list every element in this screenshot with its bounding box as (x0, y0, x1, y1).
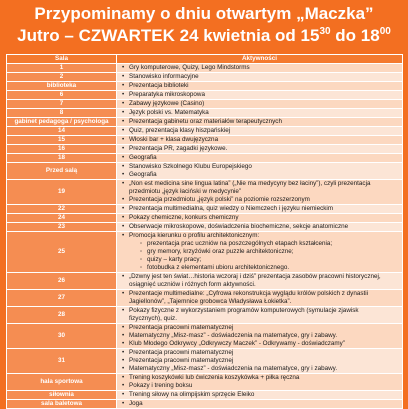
activities-cell (117, 374, 403, 391)
room-cell: 24 (7, 214, 117, 223)
activities-cell (117, 118, 403, 127)
table-row (7, 127, 403, 136)
activity-item: • Prezentacja pracowni matematycznej (119, 324, 400, 332)
table-row (7, 180, 403, 205)
table-row (7, 91, 403, 100)
activities-cell (117, 136, 403, 145)
activities-cell (117, 64, 403, 73)
room-cell: 27 (7, 290, 117, 307)
activity-item: • Prezentacja pracowni matematycznej (119, 357, 400, 365)
room-cell: gabinet pedagoga / psychologa (7, 118, 117, 127)
room-cell: 25 (7, 232, 117, 273)
table-row (7, 374, 403, 391)
room-cell: 23 (7, 223, 117, 232)
activities-cell (117, 109, 403, 118)
table-row (7, 118, 403, 127)
room-cell: 16 (7, 145, 117, 154)
table-row (7, 307, 403, 324)
activity-item: • Prezentacja gabinetu oraz materiałów terapeutycznych (119, 118, 400, 126)
table-row (7, 73, 403, 82)
activities-cell (117, 145, 403, 154)
room-cell: 26 (7, 273, 117, 290)
header-sala: Sala (7, 55, 117, 64)
activity-item: • Preparatyka mikroskopowa (119, 91, 400, 99)
room-cell: 7 (7, 100, 117, 109)
activities-cell (117, 127, 403, 136)
activity-continuation: osiągnięć uczniów i różnych form aktywności. (129, 281, 256, 288)
activity-item: • Geografia (119, 154, 400, 162)
table-row (7, 82, 403, 91)
activity-item: • Stanowisko informacyjne (119, 73, 400, 81)
activity-item: • Trening koszykówki lub ćwiczenia koszykówka + piłka ręczna (119, 374, 400, 382)
room-cell: sala baletowa (7, 400, 117, 409)
table-row (7, 391, 403, 400)
activity-item: • „Dzwny jest ten świat…historia wczoraj i dziś” prezentacja zasobów pracowni historycznej, (119, 273, 400, 281)
activity-item: • Stanowisko Szkolnego Klubu Europejskiego (119, 163, 400, 171)
activity-item: • Prezentacje multimedialne: „Cyfrowa rekonstrukcja wyglądu królów polskich z dynastii (119, 290, 400, 298)
table-row (7, 290, 403, 307)
page-title: Przypominamy o dniu otwartym „Maczka” (34, 4, 374, 23)
activities-cell (117, 163, 403, 180)
table-row (7, 214, 403, 223)
room-cell: 30 (7, 324, 117, 349)
time-text-prefix: Jutro – CZWARTEK 24 kwietnia od 15 (17, 26, 320, 45)
activities-cell (117, 273, 403, 290)
table-row (7, 64, 403, 73)
start-minutes: 30 (319, 26, 331, 37)
time-text-mid: do 18 (330, 26, 380, 45)
event-time-heading (0, 26, 408, 46)
table-body (7, 64, 403, 409)
table-row (7, 324, 403, 349)
activity-item: • Matematyczny „Misz-masz” - doświadczenia na matematyce, gry i zabawy. (119, 365, 400, 373)
activities-cell (117, 349, 403, 374)
activity-item: • „Non est medicina sine lingua latina” („Nie ma medycyny bez łaciny”), czyli prezentacja (119, 180, 400, 188)
table-header-row (7, 55, 403, 64)
activities-cell (117, 73, 403, 82)
activity-item: • Pokazy fizyczne z wykorzystaniem programów komputerowych (symulacje zjawisk (119, 307, 400, 315)
activity-item: • Joga (119, 400, 400, 408)
activities-cell (117, 180, 403, 205)
activity-item: • Promocja kierunku o profilu architektonicznym: (119, 232, 400, 240)
table-row (7, 136, 403, 145)
sub-activity-item: ◦ prezentacja prac uczniów na poszczególnych etapach kształcenia; (119, 240, 400, 248)
table-row (7, 232, 403, 273)
activities-cell (117, 205, 403, 214)
activity-continuation: fizycznych), quiz. (129, 315, 177, 322)
room-cell: 31 (7, 349, 117, 374)
activity-item: • Obserwacje mikroskopowe, doświadczenia biochemiczne, sekcje anatomiczne (119, 223, 400, 231)
activities-cell (117, 223, 403, 232)
header-aktywnosci: Aktywności (117, 55, 403, 64)
room-cell: 19 (7, 180, 117, 205)
activities-cell (117, 91, 403, 100)
activities-table (6, 54, 403, 409)
activity-item: • Gry komputerowe, Quizy, Lego Mindstorms (119, 64, 400, 72)
activity-item: • Trening siłowy na olimpijskim sprzęcie Eleiko (119, 391, 400, 399)
table-row (7, 205, 403, 214)
activity-item: • Matematyczny „Misz-masz” - doświadczenia na matematyce, gry i zabawy. (119, 332, 400, 340)
room-cell: 22 (7, 205, 117, 214)
room-cell: 28 (7, 307, 117, 324)
table-row (7, 273, 403, 290)
activities-cell (117, 307, 403, 324)
room-cell: hala sportowa (7, 374, 117, 391)
room-cell: 8 (7, 109, 117, 118)
sub-activity-item: ◦ fotobudka z elementami ubioru architektonicznego. (119, 264, 400, 272)
room-cell: 18 (7, 154, 117, 163)
activities-cell (117, 290, 403, 307)
activities-cell (117, 100, 403, 109)
room-cell: 15 (7, 136, 117, 145)
activity-item: • Prezentacja multimedialna, quiz wiedzy o Niemczech i języku niemieckim (119, 205, 400, 213)
activity-item: • Prezentacja pracowni matematycznej (119, 349, 400, 357)
room-cell: 6 (7, 91, 117, 100)
table-row (7, 349, 403, 374)
room-cell: 2 (7, 73, 117, 82)
table-row (7, 400, 403, 409)
activity-item: • Włoski bar + klasa dwujęzyczna (119, 136, 400, 144)
table-row (7, 154, 403, 163)
room-cell: 1 (7, 64, 117, 73)
activity-item: • Geografia (119, 171, 400, 179)
activities-cell (117, 400, 403, 409)
activities-cell (117, 324, 403, 349)
table-row (7, 145, 403, 154)
table-row (7, 163, 403, 180)
room-cell: 14 (7, 127, 117, 136)
activity-item: • Prezentacja przedmiotu „język polski” na poziomie rozszerzonym (119, 196, 400, 204)
sub-activity-item: ◦ gry memory, krzyżówki oraz puzzle architektoniczne; (119, 248, 400, 256)
activity-item: • Prezentacja biblioteki (119, 82, 400, 90)
room-cell: biblioteka (7, 82, 117, 91)
end-minutes: 00 (379, 26, 391, 37)
activities-cell (117, 232, 403, 273)
activities-cell (117, 214, 403, 223)
room-cell: Przed salą (7, 163, 117, 180)
activity-item: • Quiz, prezentacja klasy hiszpańskiej (119, 127, 400, 135)
table-row (7, 223, 403, 232)
activity-item: • Prezentacja PR, zagadki językowe. (119, 145, 400, 153)
activity-continuation: przedmiotu „język łaciński w medycynie” (129, 188, 241, 195)
activity-item: • Pokazy i trening boksu (119, 382, 400, 390)
activity-continuation: Jagiellonów”, „Tajemnice grobowca Władysława Łokietka”. (129, 298, 292, 305)
activity-item: • Zabawy językowe (Casino) (119, 100, 400, 108)
room-cell: siłownia (7, 391, 117, 400)
activity-item: • Język polski vs. Matematyka (119, 109, 400, 117)
activity-item: • Pokazy chemiczne, konkurs chemiczny (119, 214, 400, 222)
activities-cell (117, 154, 403, 163)
sub-activity-item: ◦ quizy – karty pracy; (119, 256, 400, 264)
activities-cell (117, 82, 403, 91)
table-row (7, 109, 403, 118)
activity-item: • Klub Młodego Odkrywcy „Odkrywczy Maczek” - Odkrywamy - doświadczamy” (119, 340, 400, 348)
activities-cell (117, 391, 403, 400)
table-row (7, 100, 403, 109)
